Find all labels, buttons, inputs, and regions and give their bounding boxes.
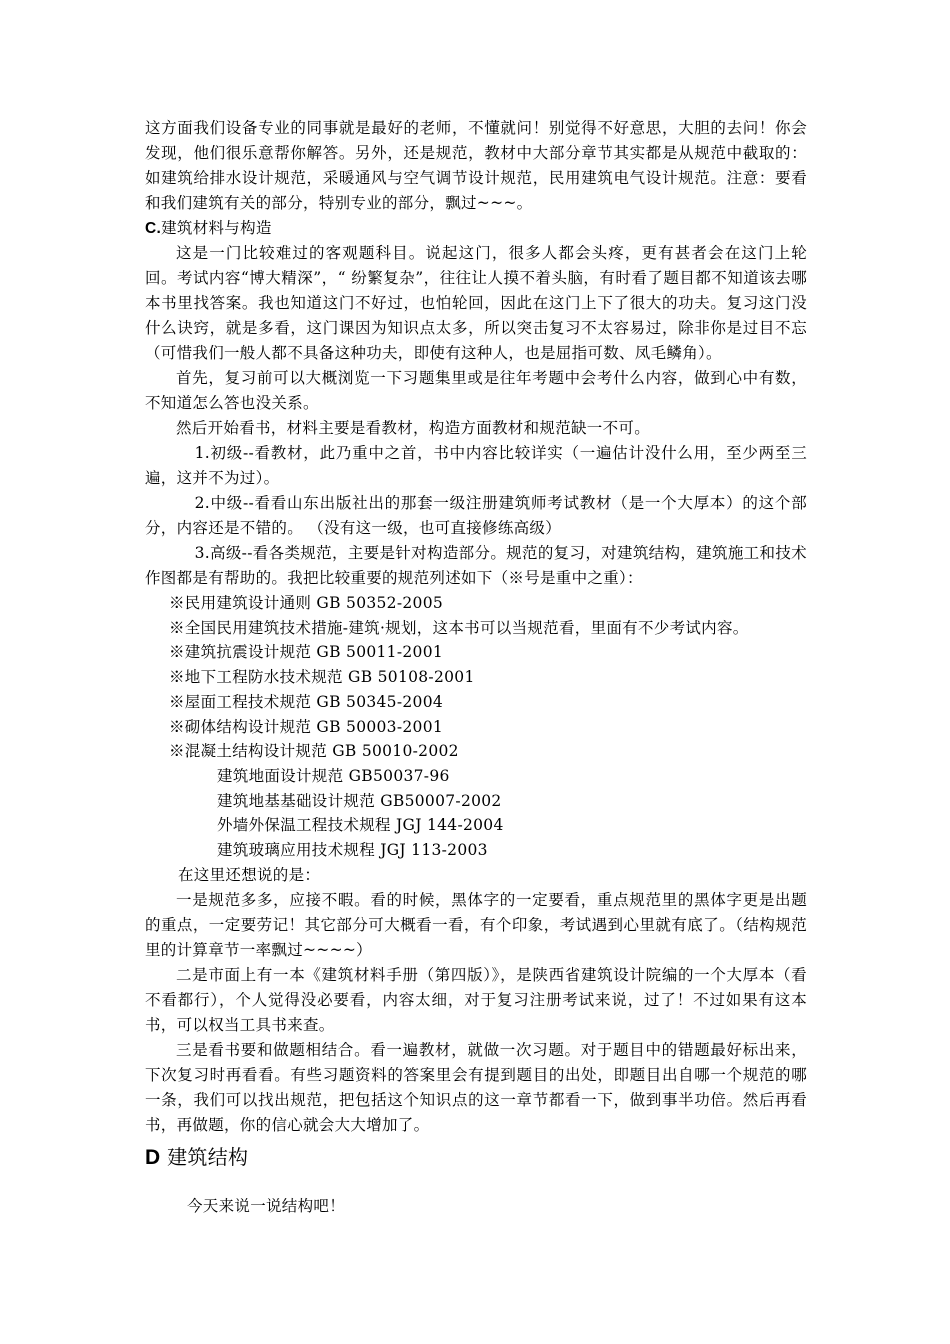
standard-item: ※民用建筑设计通则 GB 50352-2005: [169, 594, 444, 612]
standard-item: 外墙外保温工程技术规程 JGJ 144-2004: [217, 816, 504, 835]
standard-item: ※地下工程防水技术规范 GB 50108-2001: [169, 668, 475, 687]
paragraph-first-step: 首先，复习前可以大概浏览一下习题集里或是往年考题中会考什么内容，做到心中有数，不知道怎么答也没关系。: [145, 369, 807, 412]
paragraph-point-one: 一是规范多多，应接不暇。看的时候，黑体字的一定要看，重点规范里的黑体字更是出题的重点，一定要劳记！其它部分可大概看一看，有个印象，考试遇到心里就有底了。（结构规范里的计算章节一率飘过~~~~）: [145, 890, 807, 959]
standard-item: 建筑地面设计规范 GB50037-96: [217, 766, 450, 785]
list-item-advanced: 3.高级--看各类规范，主要是针对构造部分。规范的复习，对建筑结构，建筑施工和技术作图都是有帮助的。我把比较重要的规范列述如下（※号是重中之重）：: [145, 544, 807, 587]
paragraph-then-read: 然后开始看书，材料主要是看教材，构造方面教材和规范缺一不可。: [176, 419, 651, 437]
standard-item: ※全国民用建筑技术措施-建筑·规划，这本书可以当规范看，里面有不少考试内容。: [169, 618, 749, 637]
section-d-title: 建筑结构: [160, 1144, 249, 1169]
document-body: [145, 116, 807, 1219]
paragraph-point-three: 三是看书要和做题相结合。看一遍教材，就做一次习题。对于题目中的错题最好标出来，下次复习时再看看。有些习题资料的答案里会有提到题目的出处，即题目出自哪一个规范的哪一条，我们可以找出规范，把包括这个知识点的这一章节都看一下，做到事半功倍。然后再看书，再做题，你的信心就会大大增加了。: [145, 1040, 807, 1134]
standard-item: 建筑地基基础设计规范 GB50007-2002: [217, 791, 502, 810]
section-d-letter: D: [145, 1145, 161, 1169]
paragraph-point-two: 二是市面上有一本《建筑材料手册（第四版）》，是陕西省建筑设计院编的一个大厚本（看不看都行），个人觉得没必要看，内容太细，对于复习注册考试来说，过了！不过如果有这本书，可以权当工具书来查。: [145, 965, 807, 1034]
standard-item: ※屋面工程技术规范 GB 50345-2004: [169, 692, 444, 711]
paragraph-also-say: 在这里还想说的是：: [178, 865, 321, 884]
paragraph-structure-intro: 今天来说一说结构吧！: [187, 1196, 346, 1215]
paragraph-intro-materials: 这是一门比较难过的客观题科目。说起这门，很多人都会头疼，更有甚者会在这门上轮回。考试内容“博大精深”，“ 纷繁复杂”，往往让人摸不着头脑，有时看了题目都不知道该去哪本书里找答案。我也知道这门不好过，也怕轮回，因此在这门上下了很大的功夫。复习这门没什么诀窍，就是多看，这门课因为知识点太多，所以突击复习不太容易过，除非你是过目不忘（可惜我们一般人都不具备这种功夫，即使有这种人，也是屈指可数、凤毛鳞角）。: [145, 244, 807, 362]
standard-item: 建筑玻璃应用技术规程 JGJ 113-2003: [217, 841, 488, 860]
section-c-title: 建筑材料与构造: [161, 219, 272, 237]
section-heading-d: [145, 1143, 807, 1172]
standard-item: ※砌体结构设计规范 GB 50003-2001: [169, 717, 444, 736]
section-heading-c: [145, 216, 807, 241]
list-item-intermediate: 2.中级--看看山东出版社出的那套一级注册建筑师考试教材（是一个大厚本）的这个部分，内容还是不错的。 （没有这一级，也可直接修练高级）: [145, 494, 807, 537]
standard-item: ※建筑抗震设计规范 GB 50011-2001: [169, 643, 444, 662]
list-item-beginner: 1.初级--看教材，此乃重中之首，书中内容比较详实（一遍估计没什么用，至少两至三遍，这并不为过）。: [145, 444, 807, 487]
paragraph-equipment-advice: 这方面我们设备专业的同事就是最好的老师，不懂就问！别觉得不好意思，大胆的去问！你会发现，他们很乐意帮你解答。另外，还是规范，教材中大部分章节其实都是从规范中截取的：如建筑给排水设计规范，采暖通风与空气调节设计规范，民用建筑电气设计规范。注意：要看和我们建筑有关的部分，特别专业的部分，飘过~~~。: [145, 119, 807, 212]
section-c-letter: C.: [145, 220, 162, 237]
standard-item: ※混凝土结构设计规范 GB 50010-2002: [169, 742, 459, 761]
